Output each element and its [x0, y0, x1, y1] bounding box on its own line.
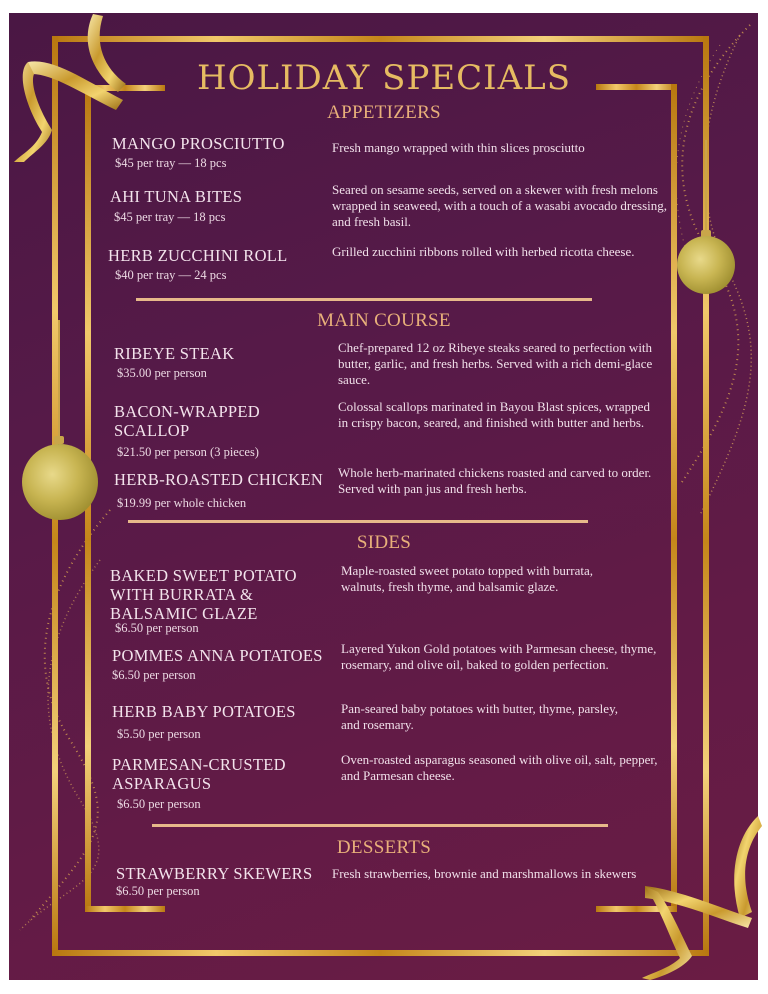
section-heading-sides: SIDES [356, 532, 412, 553]
item-description: Oven-roasted asparagus seasoned with olive oil, salt, pepper, and Parmesan cheese. [341, 752, 658, 783]
page-title: HOLIDAY SPECIALS [196, 58, 572, 98]
item-description: Maple-roasted sweet potato topped with burrata, walnuts, fresh thyme, and balsamic glaze. [341, 563, 593, 594]
gold-ribbon-bottom-right-icon [640, 808, 762, 983]
section-heading-desserts: DESSERTS [336, 837, 432, 858]
item-name: PARMESAN-CRUSTED ASPARAGUS [112, 755, 286, 793]
item-description: Layered Yukon Gold potatoes with Parmesan cheese, thyme, rosemary, and olive oil, baked to golden perfection. [341, 641, 657, 672]
item-price: $35.00 per person [117, 366, 207, 380]
gold-ornament-left-icon [22, 444, 98, 520]
item-name: HERB-ROASTED CHICKEN [114, 470, 324, 489]
item-price: $6.50 per person [115, 621, 199, 635]
item-description: Grilled zucchini ribbons rolled with herbed ricotta cheese. [332, 244, 635, 259]
item-description: Fresh mango wrapped with thin slices prosciutto [332, 140, 585, 155]
item-name: RIBEYE STEAK [114, 344, 235, 363]
frame-inner-right [671, 84, 677, 912]
section-divider [136, 298, 592, 301]
item-price: $40 per tray — 24 pcs [115, 268, 227, 282]
item-price: $6.50 per person [116, 884, 200, 898]
section-heading-main-course: MAIN COURSE [317, 310, 451, 331]
ornament-string-left [58, 320, 60, 438]
gold-ornament-right-icon [677, 236, 735, 294]
item-name: MANGO PROSCIUTTO [112, 134, 285, 153]
item-name: STRAWBERRY SKEWERS [116, 864, 313, 883]
item-price: $6.50 per person [112, 668, 196, 682]
item-price: $5.50 per person [117, 727, 201, 741]
item-description: Pan-seared baby potatoes with butter, thyme, parsley, and rosemary. [341, 701, 618, 732]
item-description: Colossal scallops marinated in Bayou Blast spices, wrapped in crispy bacon, seared, and finished with butter and herbs. [338, 399, 650, 430]
item-name: BACON-WRAPPED SCALLOP [114, 402, 260, 440]
item-price: $45 per tray — 18 pcs [115, 156, 227, 170]
item-description: Seared on sesame seeds, served on a skewer with fresh melons wrapped in seaweed, with a touch of a wasabi avocado dressing, and fresh basil. [332, 182, 667, 229]
item-description: Fresh strawberries, brownie and marshmallows in skewers [332, 866, 637, 881]
item-name: POMMES ANNA POTATOES [112, 646, 323, 665]
item-name: HERB BABY POTATOES [112, 702, 296, 721]
item-price: $19.99 per whole chicken [117, 496, 247, 510]
section-divider [128, 520, 588, 523]
ornament-cap-left [54, 436, 64, 444]
item-price: $21.50 per person (3 pieces) [117, 445, 259, 459]
frame-outer-bottom [52, 950, 709, 956]
item-name: HERB ZUCCHINI ROLL [108, 246, 288, 265]
item-price: $45 per tray — 18 pcs [114, 210, 226, 224]
item-name: AHI TUNA BITES [110, 187, 243, 206]
frame-outer-top [52, 36, 709, 42]
item-description: Chef-prepared 12 oz Ribeye steaks seared to perfection with butter, garlic, and fresh herbs. Served with a rich demi-glace sauce. [338, 340, 653, 387]
ornament-string-right [705, 140, 707, 232]
section-divider [152, 824, 608, 827]
item-name: BAKED SWEET POTATO WITH BURRATA & BALSAMIC GLAZE [110, 566, 297, 623]
frame-inner-bottom-left [85, 906, 165, 912]
item-description: Whole herb-marinated chickens roasted and carved to order. Served with pan jus and fresh herbs. [338, 465, 652, 496]
section-heading-appetizers: APPETIZERS [327, 102, 441, 123]
item-price: $6.50 per person [117, 797, 201, 811]
